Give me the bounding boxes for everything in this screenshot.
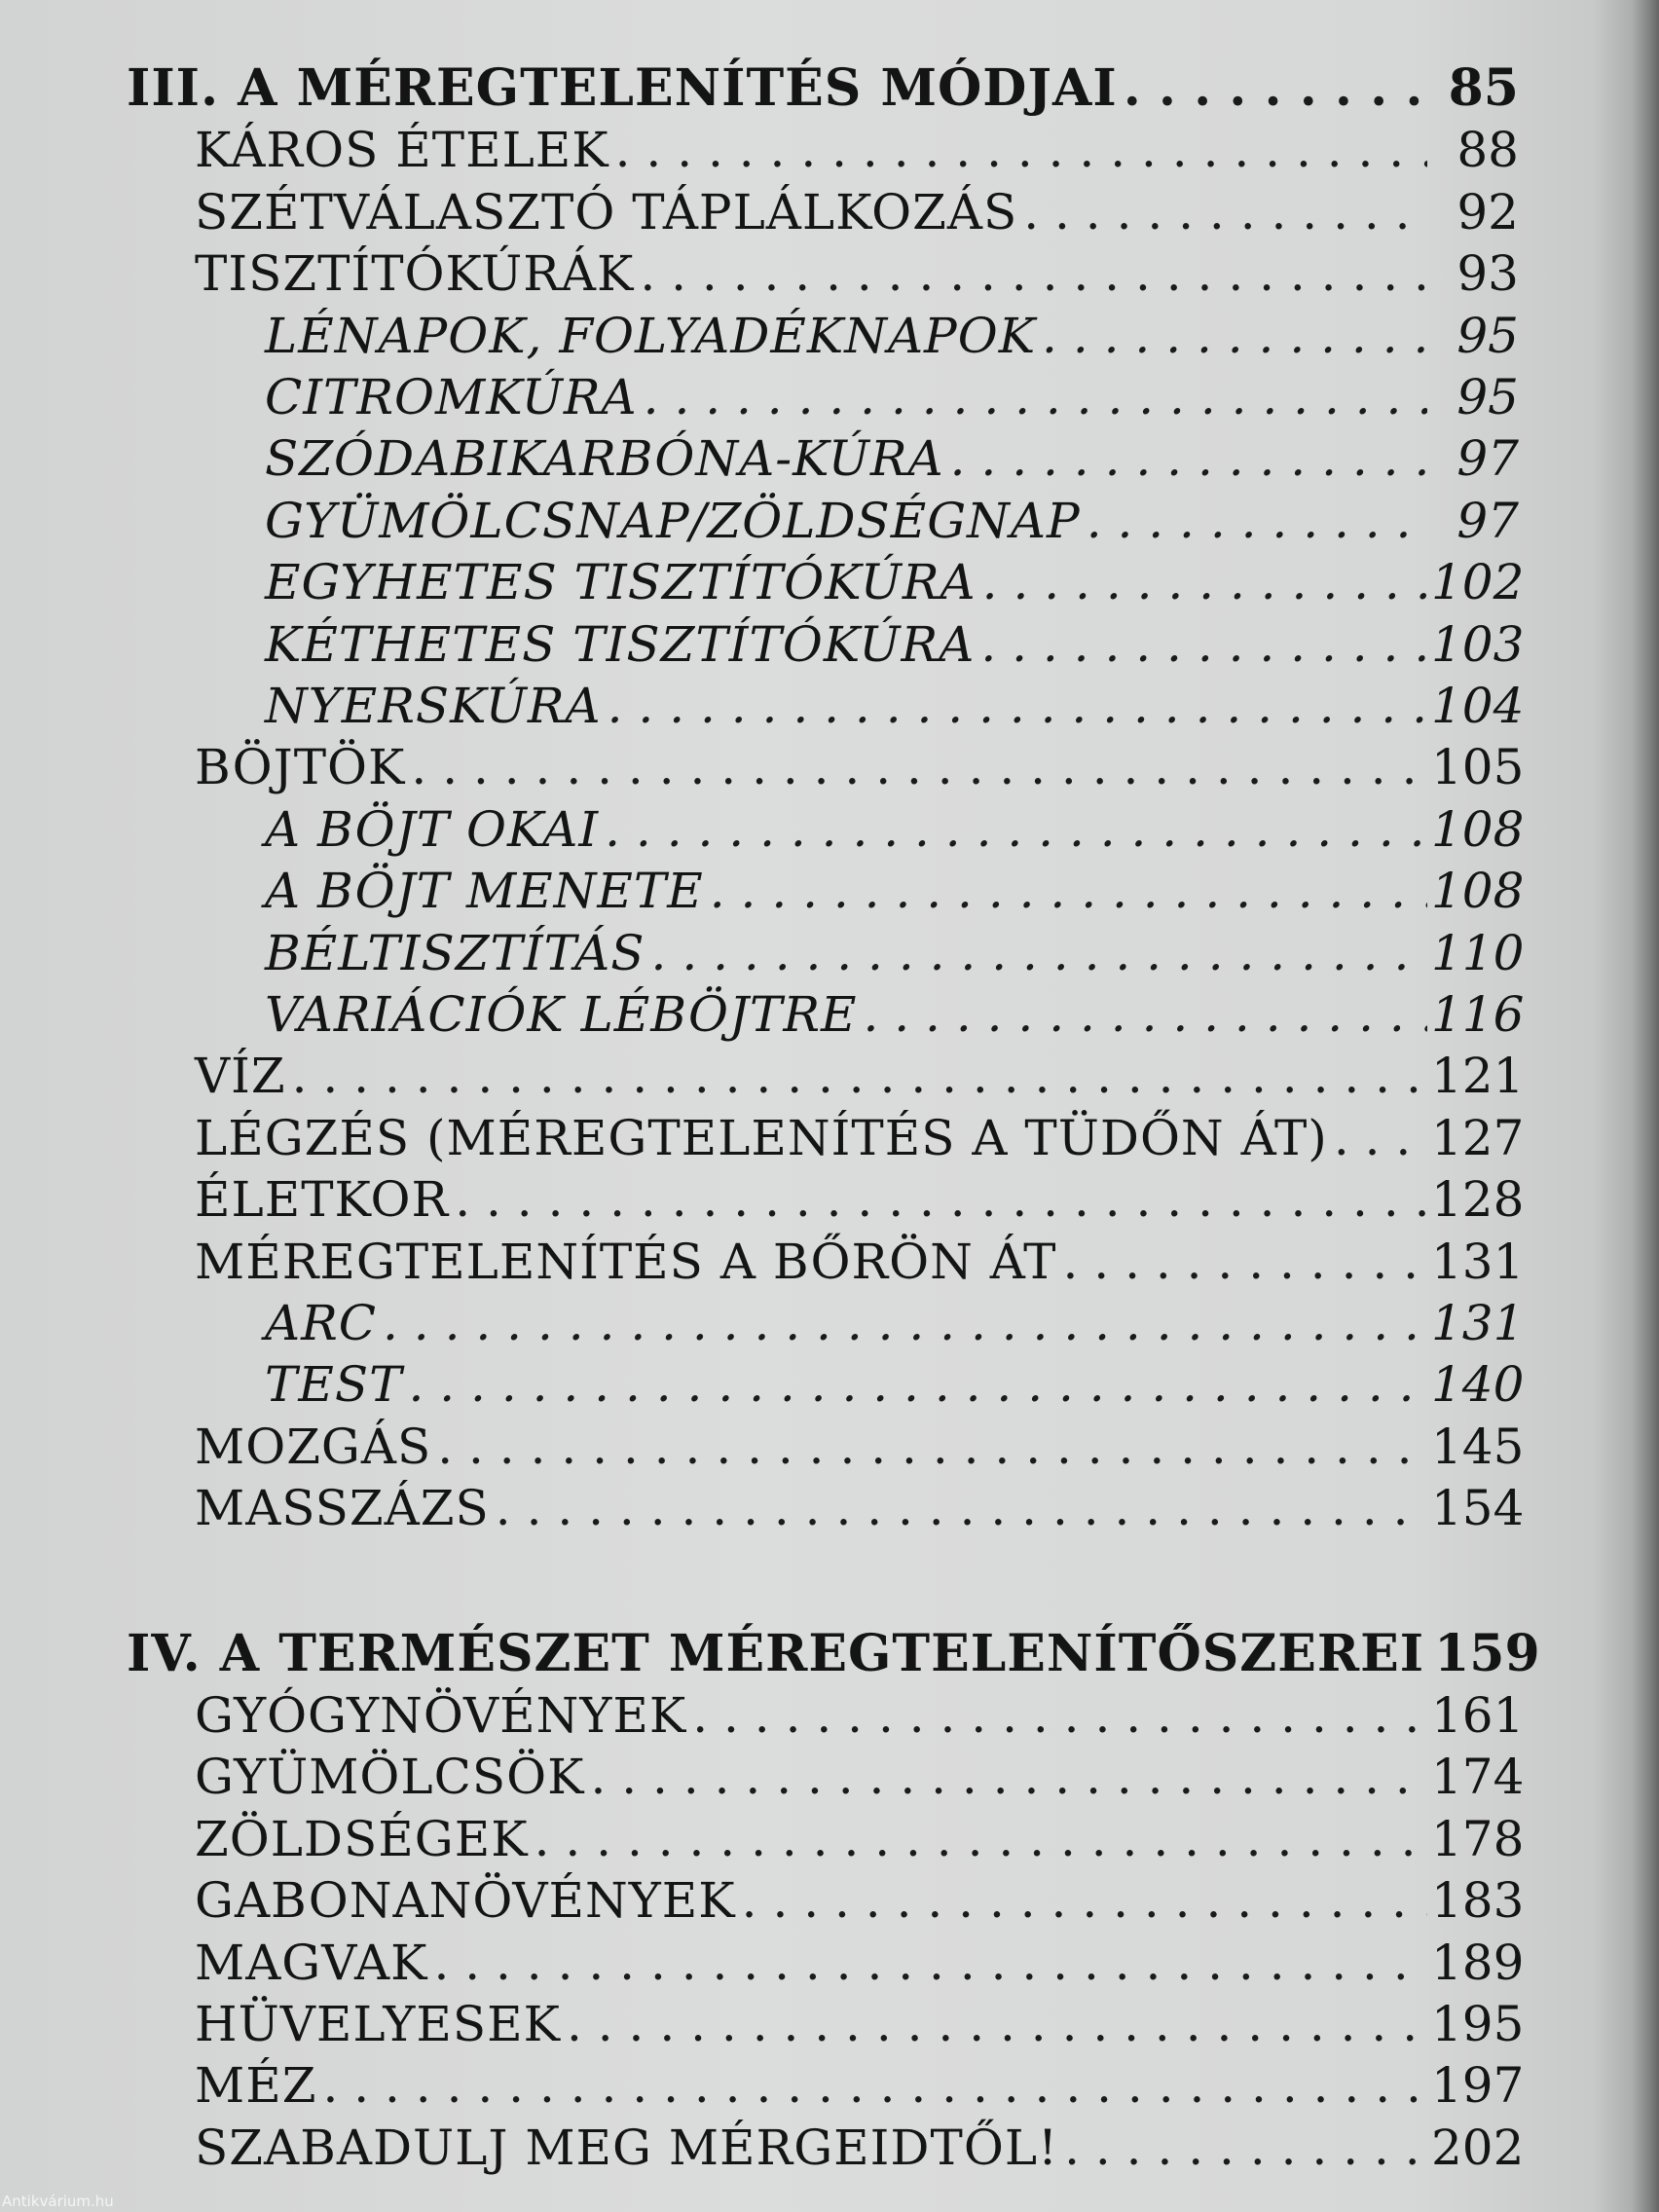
toc-entry-title: KÁROS ÉTELEK <box>195 122 609 179</box>
dot-leader <box>982 554 1427 610</box>
toc-page-number: 174 <box>1431 1749 1525 1806</box>
toc-entry-title: TISZTÍTÓKÚRÁK <box>195 245 635 303</box>
toc-entry-row <box>195 1171 1525 1229</box>
dot-leader <box>651 925 1427 981</box>
toc-page-number: 97 <box>1456 430 1519 488</box>
dot-leader <box>455 1171 1427 1228</box>
toc-entry-row <box>195 2057 1525 2115</box>
toc-entry-row <box>195 1048 1525 1105</box>
toc-page-number: 154 <box>1431 1480 1525 1537</box>
toc-entry-title: TEST <box>265 1356 403 1414</box>
toc-entry-row <box>195 1418 1525 1475</box>
toc-page-number: 202 <box>1431 2119 1525 2176</box>
toc-page-number: 161 <box>1431 1687 1525 1744</box>
toc-entry-row <box>265 800 1525 858</box>
toc-page-number: 97 <box>1456 492 1519 549</box>
toc-entry-title: KÉTHETES TISZTÍTÓKÚRA <box>265 615 976 673</box>
dot-leader <box>692 1687 1427 1744</box>
toc-page-number: 121 <box>1431 1048 1525 1105</box>
dot-leader <box>1124 60 1427 117</box>
toc-page-number: 183 <box>1431 1872 1525 1930</box>
dot-leader <box>408 1356 1427 1413</box>
dot-leader <box>980 616 1427 673</box>
dot-leader <box>1023 184 1427 240</box>
toc-entry-title: VARIÁCIÓK LÉBÖJTRE <box>265 986 858 1043</box>
dot-leader <box>496 1480 1427 1536</box>
toc-page-number: 127 <box>1431 1109 1525 1166</box>
toc-entry-title: MAGVAK <box>195 1934 428 1991</box>
toc-page-number: 92 <box>1456 183 1519 240</box>
dot-leader <box>535 1811 1427 1867</box>
toc-chapter-row <box>127 60 1519 117</box>
toc-entry-row <box>265 986 1525 1043</box>
toc-entry-title: IV. A TERMÉSZET MÉREGTELENÍTŐSZEREI <box>127 1623 1425 1683</box>
toc-entry-title: SZABADULJ MEG MÉRGEIDTŐL! <box>195 2119 1059 2176</box>
toc-page-number: 197 <box>1431 2057 1525 2115</box>
toc-page-number: 131 <box>1431 1233 1525 1290</box>
toc-entry-title: GYÓGYNÖVÉNYEK <box>195 1687 687 1744</box>
toc-entry-title: ZÖLDSÉGEK <box>195 1810 529 1867</box>
toc-entry-row <box>265 554 1525 611</box>
dot-leader <box>950 430 1427 487</box>
toc-entry-title: MASSZÁZS <box>195 1480 490 1537</box>
toc-entry-row <box>195 1996 1525 2052</box>
toc-entry-row <box>195 184 1519 240</box>
toc-entry-row <box>195 245 1519 302</box>
toc-page-number: 105 <box>1431 739 1525 796</box>
toc-entry-title: HÜVELYESEK <box>195 1996 561 2052</box>
toc-page-number: 85 <box>1448 58 1519 118</box>
toc-entry-title: NYERSKÚRA <box>265 678 602 734</box>
toc-page-number: 95 <box>1456 369 1519 425</box>
page-edge-shadow <box>1632 0 1659 2212</box>
toc-page-number: 104 <box>1431 678 1525 734</box>
toc-entry-title: MOZGÁS <box>195 1418 432 1475</box>
toc-page-number: 131 <box>1431 1295 1525 1351</box>
toc-entry-title: LÉNAPOK, FOLYADÉKNAPOK <box>265 307 1037 364</box>
toc-entry-title: MÉREGTELENÍTÉS A BŐRÖN ÁT <box>195 1233 1057 1290</box>
dot-leader <box>863 986 1427 1043</box>
dot-leader <box>1063 1234 1428 1290</box>
toc-entry-row <box>265 1295 1525 1351</box>
toc-entry-title: EGYHETES TISZTÍTÓKÚRA <box>265 554 977 611</box>
toc-entry-title: SZÓDABIKARBÓNA-KÚRA <box>265 430 944 488</box>
dot-leader <box>615 122 1427 178</box>
toc-page-number: 102 <box>1431 554 1525 611</box>
dot-leader <box>605 801 1427 858</box>
toc-entry-title: A BÖJT OKAI <box>265 800 600 858</box>
toc-entry-title: GYÜMÖLCSNAP/ZÖLDSÉGNAP <box>265 492 1081 549</box>
toc-entry-title: GYÜMÖLCSÖK <box>195 1749 585 1806</box>
toc-entry-title: MÉZ <box>195 2057 317 2115</box>
toc-entry-row <box>265 615 1525 673</box>
toc-entry-title: SZÉTVÁLASZTÓ TÁPLÁLKOZÁS <box>195 183 1018 240</box>
dot-leader <box>437 1419 1427 1475</box>
toc-entry-title: ÉLETKOR <box>195 1171 450 1229</box>
toc-entry-row <box>195 1872 1525 1930</box>
dot-leader <box>411 739 1427 795</box>
dot-leader <box>742 1872 1427 1929</box>
toc-entry-row <box>265 924 1525 981</box>
toc-page-number: 178 <box>1431 1810 1525 1867</box>
toc-page-number: 93 <box>1456 245 1519 303</box>
toc-page-number: 195 <box>1431 1996 1525 2052</box>
dot-leader <box>1042 308 1427 364</box>
toc-page-number: 95 <box>1456 307 1519 364</box>
toc-entry-row <box>195 1480 1525 1537</box>
toc-entry-title: CITROMKÚRA <box>265 369 638 425</box>
toc-page-number: 159 <box>1434 1623 1540 1683</box>
toc-entry-row <box>195 1934 1525 1991</box>
dot-leader <box>322 2057 1427 2114</box>
toc-page-number: 108 <box>1431 863 1525 920</box>
toc-entry-row <box>265 308 1519 364</box>
toc-entry-title: BÉLTISZTÍTÁS <box>265 924 645 981</box>
dot-leader <box>433 1935 1427 1991</box>
dot-leader <box>590 1749 1427 1805</box>
toc-page-number: 128 <box>1431 1171 1525 1229</box>
toc-entry-row <box>195 2119 1525 2176</box>
toc-entry-title: VÍZ <box>195 1048 286 1105</box>
toc-page-number: 140 <box>1431 1356 1525 1414</box>
toc-page-number: 110 <box>1431 924 1525 981</box>
dot-leader <box>292 1048 1427 1104</box>
toc-entry-title: ARC <box>265 1295 378 1351</box>
toc-entry-row <box>265 369 1519 425</box>
toc-entry-row <box>265 1356 1525 1414</box>
toc-entry-title: GABONANÖVÉNYEK <box>195 1872 736 1930</box>
dot-leader <box>1334 1110 1427 1166</box>
dot-leader <box>567 1996 1427 2052</box>
toc-entry-title: BÖJTÖK <box>195 739 406 796</box>
toc-page-number: 88 <box>1456 122 1519 179</box>
toc-entry-row <box>265 678 1525 734</box>
dot-leader <box>1064 2120 1427 2176</box>
toc-entry-row <box>195 1810 1525 1867</box>
toc-entry-row <box>195 1749 1525 1806</box>
toc-entry-row <box>195 739 1525 796</box>
toc-entry-title: III. A MÉREGTELENÍTÉS MÓDJAI <box>127 58 1118 118</box>
toc-entry-row <box>265 493 1519 549</box>
toc-entry-row <box>195 1109 1525 1166</box>
toc-entry-row <box>265 863 1525 920</box>
dot-leader <box>644 369 1427 425</box>
dot-leader <box>640 245 1427 302</box>
toc-entry-row <box>195 122 1519 178</box>
toc-entry-row <box>195 1233 1525 1290</box>
watermark: Antikvárium.hu <box>2 2193 114 2210</box>
toc-page-number: 116 <box>1431 986 1525 1043</box>
toc-page-number: 108 <box>1431 800 1525 858</box>
toc-chapter-row <box>127 1623 1540 1683</box>
toc-entry-row <box>195 1687 1525 1744</box>
toc-entry-title: A BÖJT MENETE <box>265 863 704 920</box>
toc-page-number: 145 <box>1431 1418 1525 1475</box>
toc-page-number: 103 <box>1431 615 1525 673</box>
dot-leader <box>383 1295 1427 1351</box>
toc-entry-row <box>265 430 1519 487</box>
dot-leader <box>608 678 1427 734</box>
dot-leader <box>710 863 1427 919</box>
dot-leader <box>1087 493 1427 549</box>
toc-page-number: 189 <box>1431 1934 1525 1991</box>
toc-entry-title: LÉGZÉS (MÉREGTELENÍTÉS A TÜDŐN ÁT) <box>195 1109 1328 1166</box>
